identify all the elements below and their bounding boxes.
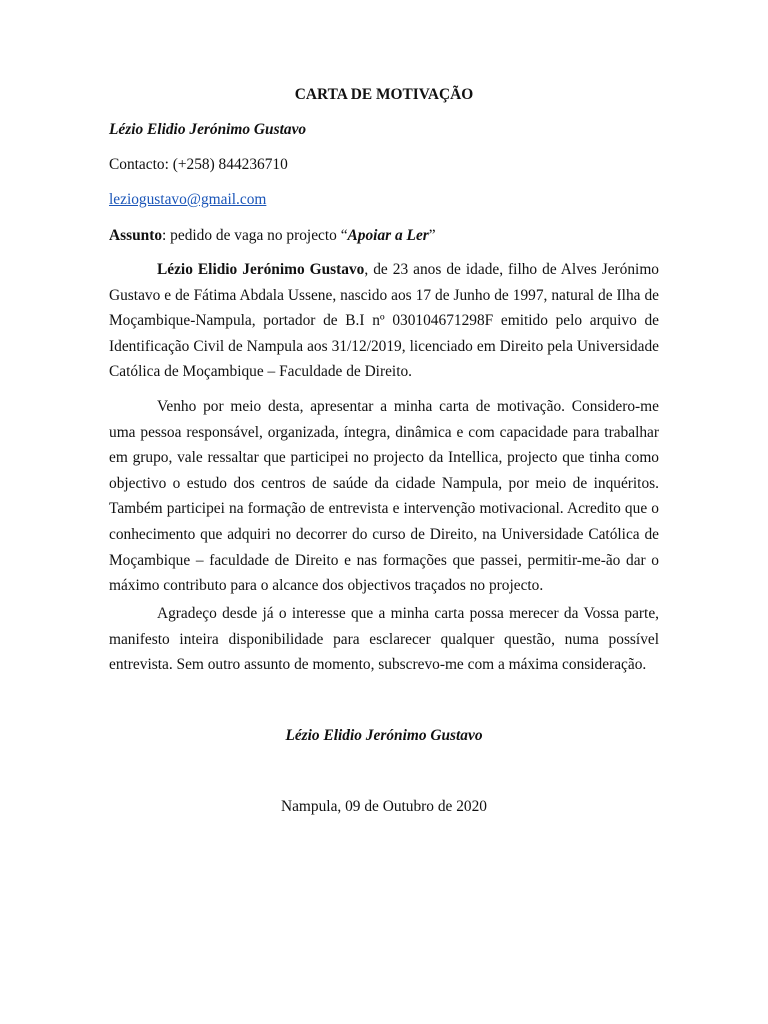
subject-label: Assunto (109, 227, 163, 244)
subject-line (109, 226, 659, 246)
contact-line: Contacto: (+258) 844236710 (109, 156, 288, 173)
signature-name: Lézio Elidio Jerónimo Gustavo (285, 727, 483, 744)
paragraph-motivation: Venho por meio desta, apresentar a minha carta de motivação. Considero-me uma pessoa responsável, organizada, íntegra, dinâmica e com capacidade para trabalhar em grupo, vale ressaltar que participei no projecto da Intellica, projecto que tinha como objectivo o estudo dos centros de saúde da cidade Nampula, por meio de inquéritos. Também participei na formação de entrevista e intervenção motivacional. Acredito que o conhecimento que adquiri no decorrer do curso de Direito, na Universidade Católica de Moçambique – faculdade de Direito e nas formações que passei, permitir-me-ão dar o máximo contributo para o alcance dos objectivos traçados no projecto. (109, 398, 659, 595)
paragraph-introduction-name: Lézio Elidio Jerónimo Gustavo (157, 261, 365, 278)
author-name: Lézio Elidio Jerónimo Gustavo (109, 121, 307, 138)
paragraph-introduction-text: , de 23 anos de idade, filho de Alves Jerónimo Gustavo e de Fátima Abdala Ussene, nascido aos 17 de Junho de 1997, natural de Ilha de Moçambique-Nampula, portador de B.I nº 030104671298F emitido pelo arquivo de Identificação Civil de Nampula aos 31/12/2019, licenciado em Direito pela Universidade Católica de Moçambique – Faculdade de Direito. (109, 261, 659, 381)
paragraph-introduction (109, 257, 659, 385)
subject-text-before: : pedido de vaga no projecto “ (162, 227, 348, 244)
place-date: Nampula, 09 de Outubro de 2020 (280, 798, 488, 815)
subject-project: Apoiar a Ler (347, 227, 429, 244)
letter-title: CARTA DE MOTIVAÇÃO (294, 86, 474, 103)
paragraph-closing: Agradeço desde já o interesse que a minha carta possa merecer da Vossa parte, manifesto inteira disponibilidade para esclarecer qualquer questão, numa possível entrevista. Sem outro assunto de momento, subscrevo-me com a máxima consideração. (109, 605, 659, 674)
email-link[interactable]: leziogustavo@gmail.com (109, 191, 267, 208)
subject-text-after: ” (428, 227, 436, 244)
